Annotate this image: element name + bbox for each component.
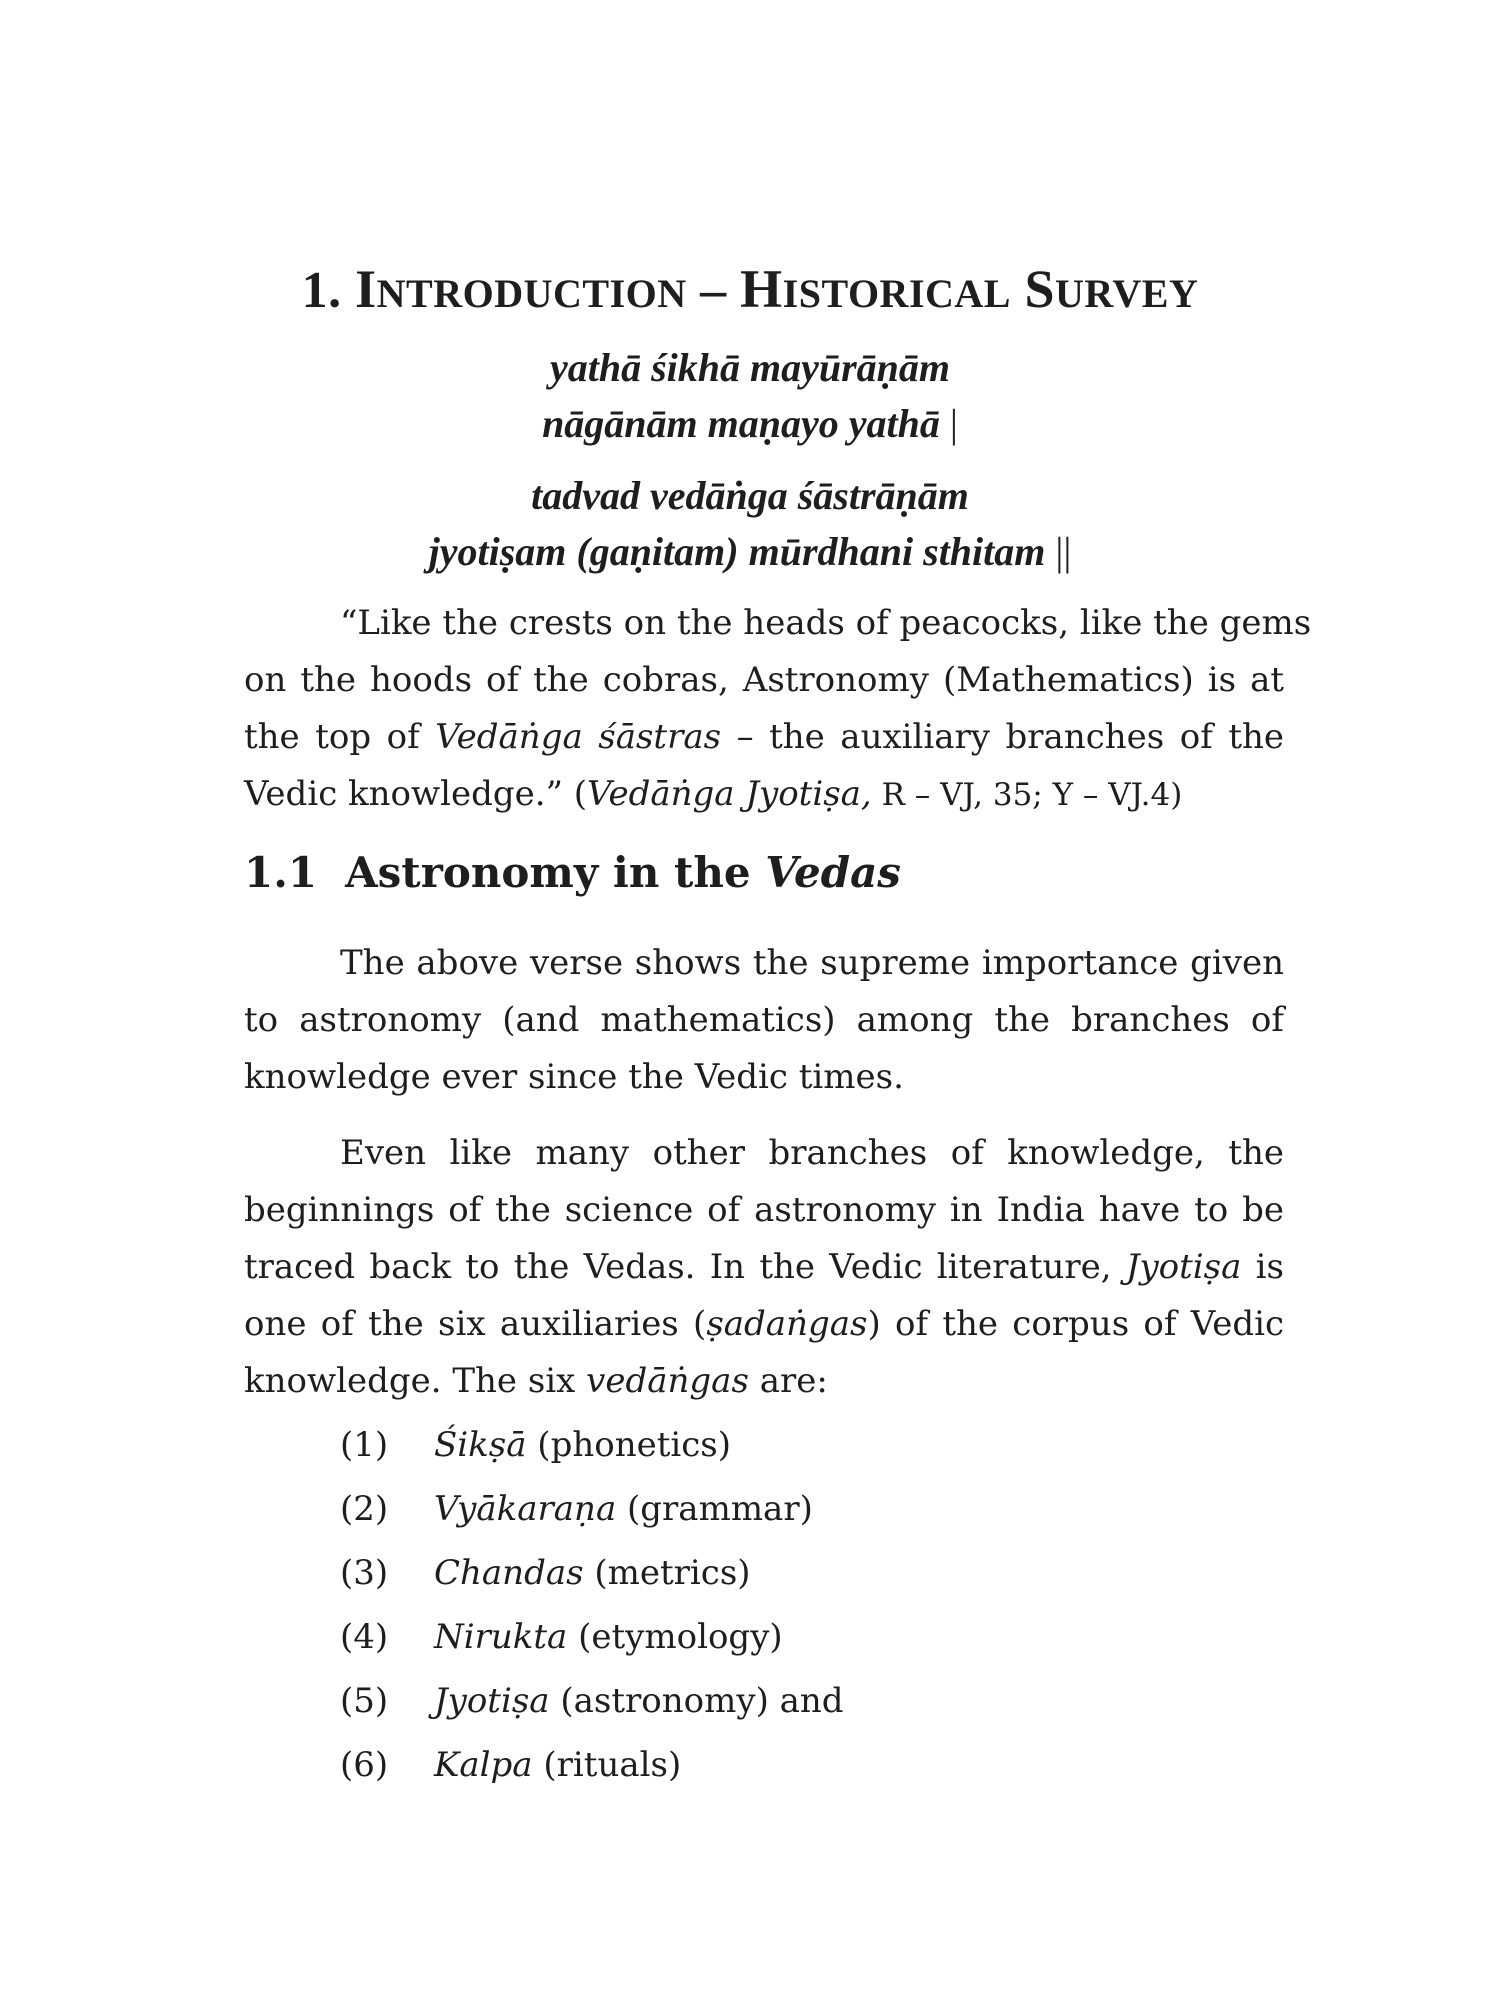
list-item: (6) Kalpa (rituals): [340, 1745, 682, 1785]
paragraph-verse-importance: The above verse shows the supreme importance given to astronomy (and mathematics) among the branches of knowledge ever since the Vedic times.: [244, 943, 1284, 1097]
paragraph-vedangas: Even like many other branches of knowledge, the beginnings of the science of astronomy in India have to be traced back to the Vedas. In the Vedic literature, Jyotiṣa is one of the six auxiliaries (ṣadaṅgas) of the corpus of Vedic knowledge. The six vedāṅgas are:: [244, 1133, 1284, 1401]
verse-line: nāgānām maṇayo yathā |: [542, 401, 958, 446]
vedanga-list: [340, 1413, 844, 1797]
list-item: (3) Chandas (metrics): [340, 1553, 751, 1593]
list-item: (1) Śikṣā (phonetics): [340, 1425, 732, 1465]
sanskrit-verse-part-1: [0, 340, 1500, 452]
list-item: (2) Vyākaraṇa (grammar): [340, 1489, 813, 1529]
list-item: (4) Nirukta (etymology): [340, 1617, 783, 1657]
list-item: (5) Jyotiṣa (astronomy) and: [340, 1681, 844, 1721]
sanskrit-verse-part-2: [0, 468, 1500, 580]
translation-paragraph: “Like the crests on the heads of peacocks, like the gems on the hoods of the cobras, Astronomy (Mathematics) is at the top of Vedāṅga śāstras – the auxiliary branches of the Vedic knowledge.” (Vedāṅga Jyotiṣa, R – VJ, 35; Y – VJ.4): [244, 603, 1312, 814]
chapter-number: 1.: [301, 262, 342, 319]
verse-line: tadvad vedāṅga śāstrāṇām: [531, 473, 969, 518]
chapter-title: 1. INTRODUCTION – HISTORICAL SURVEY: [301, 259, 1199, 319]
verse-line: yathā śikhā mayūrāṇām: [549, 345, 951, 390]
verse-line: jyotiṣam (gaṇitam) mūrdhani sthitam ||: [428, 529, 1072, 574]
section-heading: 1.1 Astronomy in the Vedas: [244, 848, 901, 897]
